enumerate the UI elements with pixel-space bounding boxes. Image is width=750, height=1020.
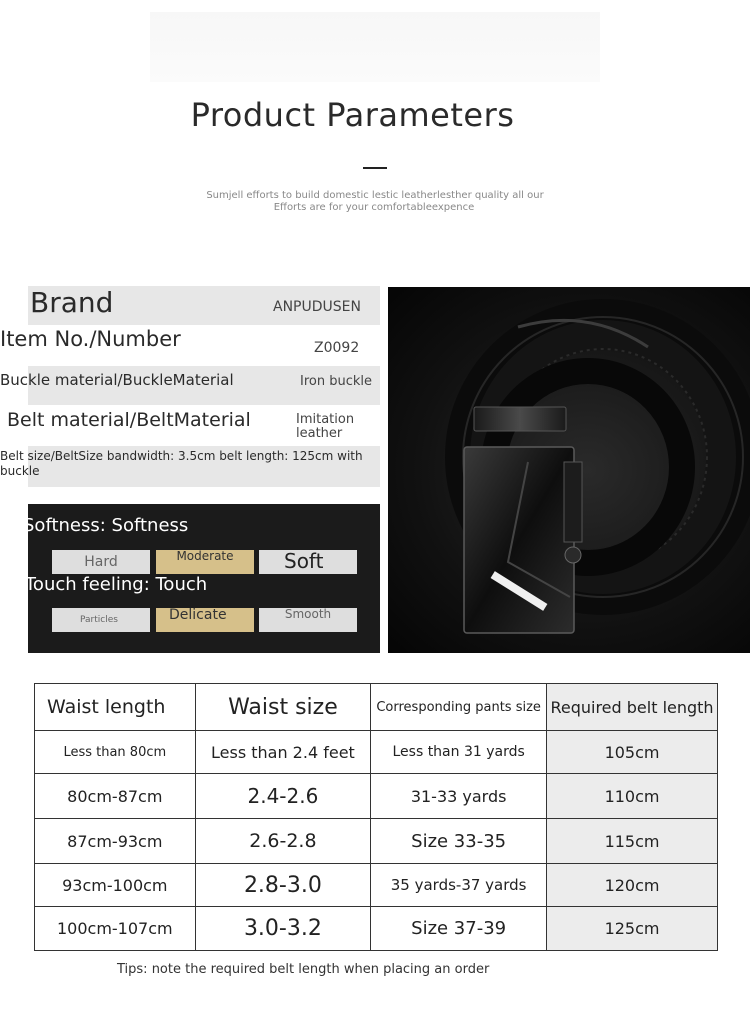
table-cell: 93cm-100cm [35, 864, 196, 907]
order-tips: Tips: note the required belt length when placing an order [117, 962, 490, 977]
param-value: Z0092 [314, 340, 360, 356]
belt-illustration [388, 287, 750, 653]
page-title: Product Parameters [190, 96, 515, 134]
softness-label: Softness: Softness [23, 515, 189, 536]
table-cell: Size 33-35 [371, 819, 547, 864]
size-table [34, 683, 718, 951]
table-cell: 2.4-2.6 [195, 774, 371, 819]
table-row [35, 907, 718, 951]
param-label: Brand [30, 286, 114, 319]
header-cell: Corresponding pants size [371, 684, 547, 731]
param-label: buckle [0, 464, 40, 478]
header-backdrop [150, 12, 600, 82]
table-cell: 87cm-93cm [35, 819, 196, 864]
param-value: leather [296, 426, 343, 441]
param-row-belt-size [0, 446, 380, 487]
param-value: Iron buckle [300, 374, 372, 389]
table-cell: 110cm [547, 774, 718, 819]
softness-option-hard: Hard [52, 550, 150, 574]
table-row [35, 774, 718, 819]
touch-option-delicate: Delicate [156, 608, 254, 632]
table-cell: 120cm [547, 864, 718, 907]
table-cell: 105cm [547, 731, 718, 774]
table-cell: Less than 80cm [35, 731, 196, 774]
table-row [35, 819, 718, 864]
param-value: ANPUDUSEN [273, 299, 361, 315]
title-divider [363, 167, 387, 169]
table-header-row [35, 684, 718, 731]
param-row-item-number [0, 326, 380, 364]
param-label: Item No./Number [0, 327, 181, 351]
header-cell: Waist length [35, 684, 196, 731]
softness-option-soft: Soft [259, 550, 357, 574]
table-cell: 125cm [547, 907, 718, 951]
touch-option-smooth: Smooth [259, 608, 357, 632]
table-cell: Size 37-39 [371, 907, 547, 951]
table-cell: 35 yards-37 yards [371, 864, 547, 907]
softness-option-moderate: Moderate [156, 550, 254, 574]
subtitle-line-2: Efforts are for your comfortableexpence [273, 202, 475, 213]
table-cell: 2.8-3.0 [195, 864, 371, 907]
touch-label: Touch feeling: Touch [25, 574, 208, 595]
header-cell: Waist size [195, 684, 371, 731]
table-cell: 2.6-2.8 [195, 819, 371, 864]
table-row [35, 731, 718, 774]
table-cell: Less than 31 yards [371, 731, 547, 774]
table-cell: 31-33 yards [371, 774, 547, 819]
param-row-buckle-material [0, 366, 380, 405]
touch-option-particles: Particles [52, 608, 150, 632]
param-label: Buckle material/BuckleMaterial [0, 371, 234, 389]
param-row-brand [28, 286, 380, 325]
table-cell: 3.0-3.2 [195, 907, 371, 951]
param-label: Belt material/BeltMaterial [7, 409, 251, 431]
param-value: Imitation [296, 412, 355, 427]
table-cell: 80cm-87cm [35, 774, 196, 819]
param-row-belt-material [7, 406, 380, 445]
table-cell: 100cm-107cm [35, 907, 196, 951]
table-row [35, 864, 718, 907]
feel-panel [23, 504, 380, 653]
header-cell: Required belt length [547, 684, 718, 731]
subtitle-line-1: Sumjell efforts to build domestic lestic leatherlesther quality all our [206, 190, 544, 201]
product-photo [388, 287, 750, 653]
table-cell: Less than 2.4 feet [195, 731, 371, 774]
table-cell: 115cm [547, 819, 718, 864]
param-label: Belt size/BeltSize bandwidth: 3.5cm belt length: 125cm with [0, 449, 363, 463]
